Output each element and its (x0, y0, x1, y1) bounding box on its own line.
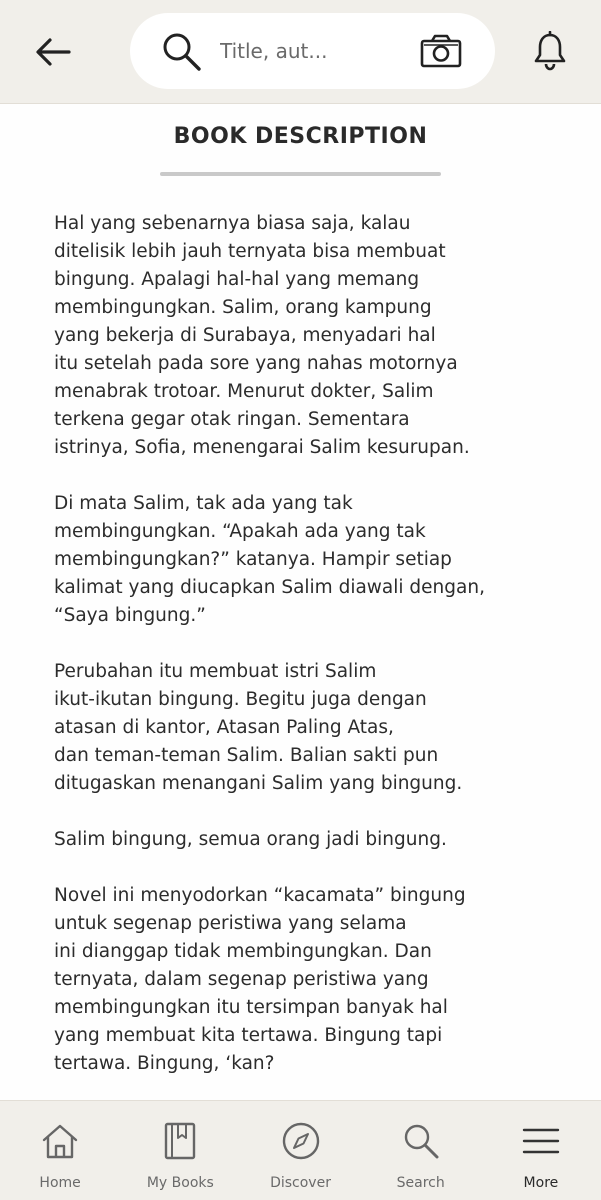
description-paragraph: Perubahan itu membuat istri Salim ikut-ikutan bingung. Begitu juga dengan atasan di kantor, Atasan Paling Atas, dan teman-teman Salim. Balian sakti pun ditugaskan menangani Salim yang bingung. (54, 661, 463, 794)
description-paragraph: Novel ini menyodorkan “kacamata” bingung untuk segenap peristiwa yang selama ini dianggap tidak membingungkan. Dan ternyata, dalam segenap peristiwa yang membingungkan itu tersimpan banyak hal yang membuat kita tertawa. Bingung tapi tertawa. Bingung, ‘kan? (54, 885, 466, 1074)
home-icon (40, 1121, 80, 1161)
search-input[interactable] (220, 33, 420, 69)
book-description (54, 210, 554, 1106)
nav-item-discover[interactable] (240, 1101, 360, 1200)
back-arrow-icon (35, 37, 71, 67)
menu-icon (521, 1121, 561, 1161)
bell-icon (532, 31, 568, 71)
nav-item-more[interactable] (481, 1101, 601, 1200)
compass-icon (281, 1121, 321, 1161)
nav-item-my-books[interactable] (120, 1101, 240, 1200)
nav-label: Discover (270, 1175, 331, 1191)
description-paragraph: Hal yang sebenarnya biasa saja, kalau ditelisik lebih jauh ternyata bisa membuat bingung. Apalagi hal-hal yang memang membingungkan. Salim, orang kampung yang bekerja di Surabaya, menyadari hal itu setelah pada sore yang nahas motornya menabrak trotoar. Menurut dokter, Salim terkena gegar otak ringan. Sementara istrinya, Sofia, menengarai Salim kesurupan. (54, 213, 470, 458)
camera-button[interactable] (418, 31, 464, 71)
books-icon (160, 1121, 200, 1161)
nav-label: Home (39, 1175, 81, 1191)
nav-label: Search (396, 1175, 445, 1191)
description-paragraph: Salim bingung, semua orang jadi bingung. (54, 829, 447, 850)
back-button[interactable] (28, 30, 78, 74)
title-underline (160, 172, 441, 176)
search-icon (401, 1121, 441, 1161)
nav-item-search[interactable] (361, 1101, 481, 1200)
nav-label: More (523, 1175, 559, 1191)
bottom-navigation (0, 1100, 601, 1200)
top-bar (0, 0, 601, 104)
description-paragraph: Di mata Salim, tak ada yang tak membingungkan. “Apakah ada yang tak membingungkan?” katanya. Hampir setiap kalimat yang diucapkan Salim diawali dengan, “Saya bingung.” (54, 493, 485, 626)
search-bar[interactable] (130, 13, 495, 89)
camera-icon (420, 34, 462, 68)
nav-item-home[interactable] (0, 1101, 120, 1200)
notifications-button[interactable] (527, 28, 573, 74)
section-title: BOOK DESCRIPTION (173, 124, 428, 149)
search-icon (160, 30, 204, 74)
nav-label: My Books (146, 1175, 214, 1191)
